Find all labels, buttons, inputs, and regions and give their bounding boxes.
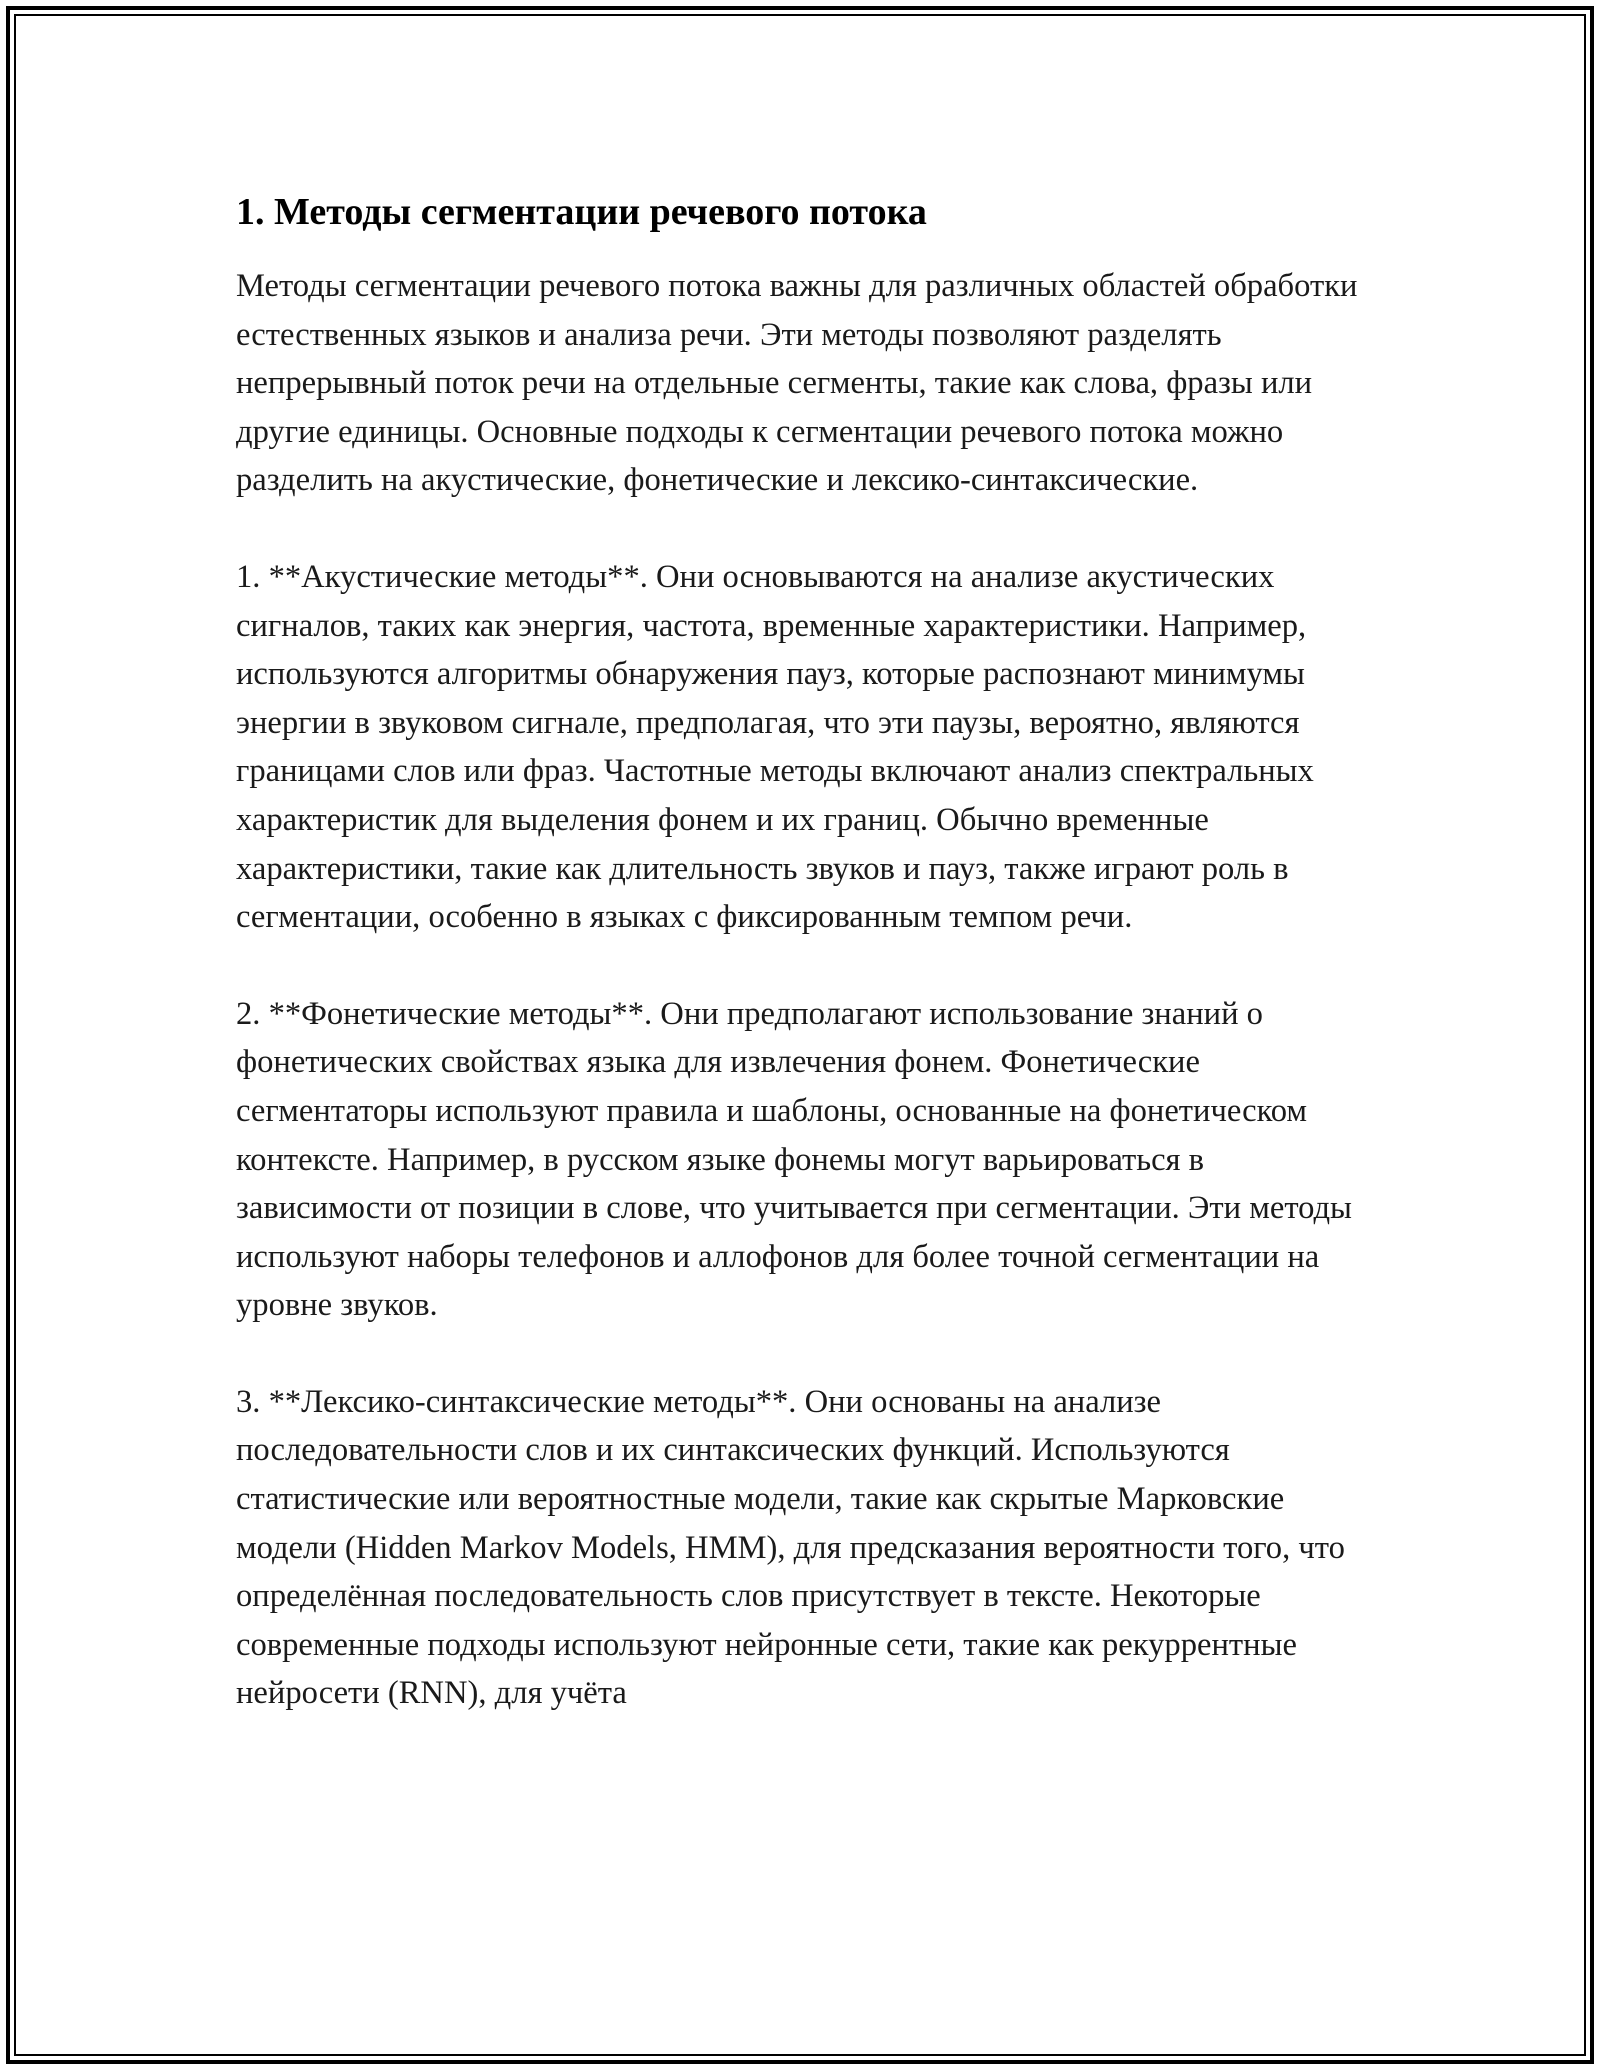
document-body <box>236 188 1376 1718</box>
section-heading: 1. Методы сегментации речевого потока <box>236 191 927 233</box>
intro-paragraph: Методы сегментации речевого потока важны для различных областей обработки естественных языков и анализа речи. Эти методы позволяют разделять непрерывный поток речи на отдельные сегменты, такие как слова, фразы или другие единицы. Основные подходы к сегментации речевого потока можно разделить на акустические, фонетические и лексико-синтаксические. <box>236 268 1358 499</box>
lexico-syntactic-methods-paragraph: 3. **Лексико-синтаксические методы**. Они основаны на анализе последовательности слов и их синтаксических функций. Используются статистические или вероятностные модели, такие как скрытые Марковские модели (Hidden Markov Models, HMM), для предсказания вероятности того, что определённая последовательность слов присутствует в тексте. Некоторые современные подходы используют нейронные сети, такие как рекуррентные нейросети (RNN), для учёта <box>236 1383 1345 1712</box>
acoustic-methods-paragraph: 1. **Акустические методы**. Они основываются на анализе акустических сигналов, таких как энергия, частота, временные характеристики. Например, используются алгоритмы обнаружения пауз, которые распознают минимумы энергии в звуковом сигнале, предполагая, что эти паузы, вероятно, являются границами слов или фраз. Частотные методы включают анализ спектральных характеристик для выделения фонем и их границ. Обычно временные характеристики, такие как длительность звуков и пауз, также играют роль в сегментации, особенно в языках с фиксированным темпом речи. <box>236 558 1314 936</box>
phonetic-methods-paragraph: 2. **Фонетические методы**. Они предполагают использование знаний о фонетических свойствах языка для извлечения фонем. Фонетические сегментаторы используют правила и шаблоны, основанные на фонетическом контексте. Например, в русском языке фонемы могут варьироваться в зависимости от позиции в слове, что учитывается при сегментации. Эти методы используют наборы телефонов и аллофонов для более точной сегментации на уровне звуков. <box>236 995 1352 1324</box>
